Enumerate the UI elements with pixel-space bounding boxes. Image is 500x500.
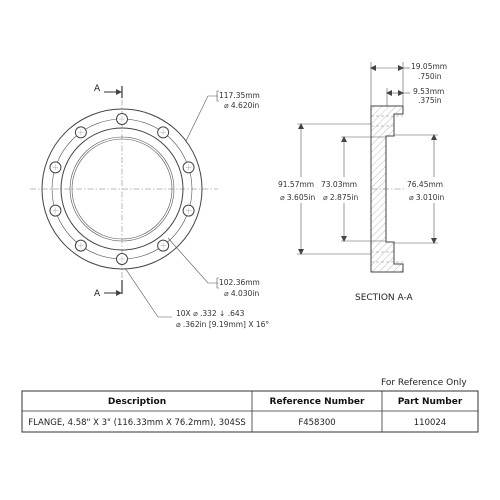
reference-table bbox=[22, 378, 478, 432]
table-cell-reference: F458300 bbox=[298, 418, 336, 428]
counterbore-dim-mm: 9.53mm bbox=[413, 87, 445, 96]
bolt-circle-dim-in: ⌀ 4.030in bbox=[224, 289, 260, 298]
table-cell-description: FLANGE, 4.58" X 3" (116.33mm X 76.2mm), 304SS bbox=[28, 418, 246, 428]
section-title: SECTION A-A bbox=[355, 293, 413, 303]
reference-note: For Reference Only bbox=[381, 378, 467, 388]
bolt-circle-leader bbox=[168, 238, 218, 283]
front-view bbox=[30, 84, 269, 329]
section-marker-bottom: A bbox=[94, 289, 101, 299]
od-dim-mm: 117.35mm bbox=[219, 91, 260, 100]
counterbore-dim-in: .375in bbox=[418, 96, 442, 105]
bore-dim-mm: 73.03mm bbox=[321, 180, 358, 189]
recess-dim-mm: 76.45mm bbox=[407, 180, 444, 189]
table-header-reference: Reference Number bbox=[269, 397, 365, 407]
od-leader bbox=[186, 96, 218, 141]
bore-dim-in: ⌀ 2.875in bbox=[323, 193, 359, 202]
od-dim-in: ⌀ 4.620in bbox=[224, 101, 260, 110]
raised-face-dim-in: ⌀ 3.605in bbox=[280, 193, 316, 202]
hole-callout-leader bbox=[125, 268, 172, 317]
table-header-description: Description bbox=[107, 397, 167, 407]
thickness-dim-mm: 19.05mm bbox=[411, 62, 448, 71]
section-view bbox=[276, 62, 461, 303]
hole-callout-line1: 10X ⌀ .332 ↓ .643 bbox=[176, 309, 245, 318]
bolt-circle-dim-mm: 102.36mm bbox=[219, 278, 260, 287]
raised-face-dim-mm: 91.57mm bbox=[278, 180, 315, 189]
hole-callout-line2: ⌀ .362in [9.19mm] X 16° bbox=[176, 320, 270, 329]
table-header-part: Part Number bbox=[397, 397, 463, 407]
thickness-dim-in: .750in bbox=[418, 72, 442, 81]
table-cell-part: 110024 bbox=[413, 418, 447, 428]
section-marker-top: A bbox=[94, 84, 101, 94]
recess-dim-in: ⌀ 3.010in bbox=[409, 193, 445, 202]
